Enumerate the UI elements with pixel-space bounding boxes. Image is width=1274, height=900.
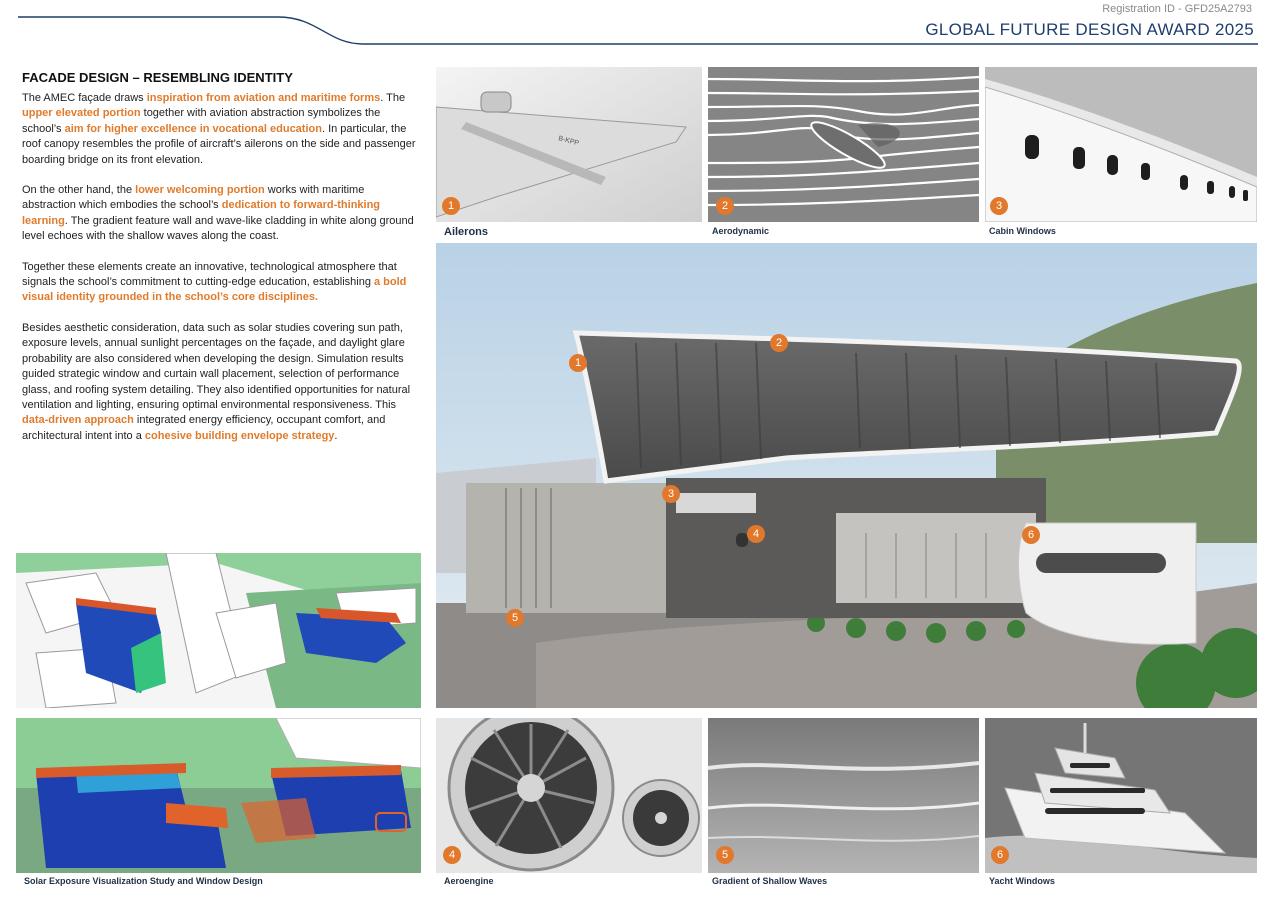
marker-2-aerodynamic: 2 — [770, 334, 788, 352]
badge-aerodynamic: 2 — [716, 197, 734, 215]
paragraph-maritime: On the other hand, the lower welcoming portion works with maritime abstraction which embodies the school’s dedication to forward-thinking learning. The gradient feature wall and wave-like cladding in white along ground level echoes with the shallow waves along the coast. — [22, 184, 414, 243]
paragraph-solar-data: Besides aesthetic consideration, data such as solar studies covering sun path, exposure levels, annual sunlight percentages on the façade, and daylight glare probability are also considered when developing the design. Simulation results guided strategic window and curtain wall placement, selection of performance glass, and roofing system detailing. They also identified opportunities for natural ventilation and lighting, ensuring optimal environmental responsiveness. This data-driven approach integrated energy efficiency, occupant comfort, and architectural intent into a cohesive building envelope strategy. — [22, 321, 411, 442]
marker-5-shallow-waves: 5 — [506, 609, 524, 627]
aeroengine-image — [436, 718, 702, 873]
solar-study-aerial-view — [16, 553, 421, 708]
caption-yacht-windows: Yacht Windows — [989, 876, 1055, 886]
paragraph-aviation: The AMEC façade draws inspiration from aviation and maritime forms. The upper elevated portion together with aviation abstraction symbolizes the school’s aim for higher excellence in vocational education. In particular, the roof canopy resembles the profile of aircraft’s ailerons on the side and passenger boarding bridge on its front elevation. — [22, 92, 416, 166]
badge-cabin-windows: 3 — [990, 197, 1008, 215]
section-heading: FACADE DESIGN – RESEMBLING IDENTITY — [22, 70, 293, 85]
award-title: GLOBAL FUTURE DESIGN AWARD 2025 — [925, 20, 1254, 39]
marker-1-ailerons: 1 — [569, 354, 587, 372]
marker-6-yacht-windows: 6 — [1022, 526, 1040, 544]
caption-shallow-waves: Gradient of Shallow Waves — [712, 876, 828, 886]
badge-yacht-windows: 6 — [991, 846, 1009, 864]
marker-3-cabin-windows: 3 — [662, 485, 680, 503]
caption-aerodynamic: Aerodynamic — [712, 226, 770, 236]
yacht-windows-image — [985, 718, 1257, 873]
aerodynamic-image — [708, 67, 979, 222]
registration-id: Registration ID - GFD25A2793 — [1102, 3, 1252, 15]
caption-cabin-windows: Cabin Windows — [989, 226, 1056, 236]
badge-ailerons: 1 — [442, 197, 460, 215]
ailerons-image — [436, 67, 702, 222]
shallow-waves-image — [708, 718, 979, 873]
marker-4-aeroengine: 4 — [747, 525, 765, 543]
solar-study-street-view — [16, 718, 421, 873]
tail-code: B-KPP — [557, 135, 580, 148]
text-column — [22, 70, 420, 459]
caption-aeroengine: Aeroengine — [444, 876, 494, 886]
caption-ailerons: Ailerons — [444, 226, 489, 238]
building-rendering — [436, 243, 1257, 708]
cabin-windows-image — [985, 67, 1257, 222]
badge-aeroengine: 4 — [443, 846, 461, 864]
paragraph-identity: Together these elements create an innovative, technological atmosphere that signals the school’s commitment to cutting-edge education, establishing a bold visual identity grounded in the school’s core disciplines. — [22, 260, 407, 304]
badge-shallow-waves: 5 — [716, 846, 734, 864]
caption-solar-study: Solar Exposure Visualization Study and Window Design — [24, 876, 263, 886]
